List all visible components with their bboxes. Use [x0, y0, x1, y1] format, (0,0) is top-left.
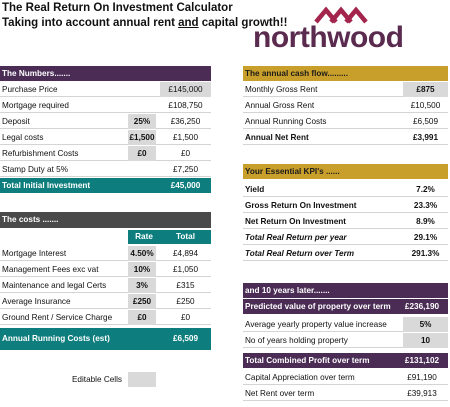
page-subtitle: Taking into account annual rent and capital growth!!	[2, 17, 288, 29]
row-label: Average Insurance	[2, 297, 71, 306]
table-row	[243, 182, 448, 197]
row-label: Gross Return On Investment	[245, 201, 357, 210]
row-label: Yield	[245, 185, 265, 194]
costs-header-row	[0, 230, 211, 244]
ten-year-heading: and 10 years later.......	[243, 283, 448, 298]
table-row	[0, 262, 211, 277]
row-label: Net Rent over term	[245, 389, 315, 398]
refurb-costs-input[interactable]: £0	[128, 146, 156, 161]
table-row	[243, 317, 448, 332]
total-row	[0, 328, 211, 350]
ground-rent-input[interactable]: £0	[128, 310, 156, 325]
row-label: Annual Net Rent	[245, 133, 309, 142]
row-value: £10,500	[410, 101, 441, 110]
table-row	[0, 114, 211, 129]
table-row	[243, 370, 448, 385]
predicted-label: Predicted value of property over term	[243, 299, 448, 314]
profit-value: £131,102	[396, 353, 448, 368]
predicted-value: £236,190	[396, 299, 448, 314]
cashflow-heading: The annual cash flow.........	[243, 66, 448, 81]
total-label: Annual Running Costs (est)	[0, 328, 211, 350]
monthly-rent-input[interactable]: £875	[403, 82, 448, 97]
row-label: Annual Gross Rent	[245, 101, 315, 110]
table-row	[0, 130, 211, 145]
table-row	[243, 98, 448, 113]
row-label: Annual Running Costs	[245, 117, 327, 126]
row-label: Legal costs	[2, 133, 44, 142]
row-label: Net Return On Investment	[245, 217, 346, 226]
kpi-heading: Your Essential KPI's ......	[243, 164, 448, 179]
table-row	[243, 82, 448, 97]
years-holding-input[interactable]: 10	[403, 333, 448, 348]
row-value: £108,750	[168, 101, 203, 110]
row-value: £36,250	[170, 117, 201, 126]
row-value: £91,190	[407, 373, 437, 382]
table-row	[243, 333, 448, 348]
insurance-input[interactable]: £250	[128, 294, 156, 309]
row-value: £3,991	[412, 133, 439, 142]
editable-legend-swatch	[128, 372, 156, 387]
row-label: Mortgage required	[2, 101, 69, 110]
row-value: £0	[180, 149, 191, 158]
row-input	[128, 98, 156, 113]
row-label: Ground Rent / Service Charge	[2, 313, 113, 322]
table-row	[0, 310, 211, 325]
row-label: Average yearly property value increase	[245, 320, 387, 329]
table-row	[243, 130, 448, 145]
table-row	[243, 214, 448, 229]
logo-wordmark: northwood	[253, 21, 404, 54]
row-value: £4,894	[172, 249, 199, 258]
profit-label: Total Combined Profit over term	[243, 353, 448, 368]
row-value: 29.1%	[413, 233, 438, 242]
costs-heading: The costs .......	[0, 212, 211, 228]
total-value: £45,000	[160, 178, 211, 193]
row-input	[128, 82, 156, 97]
table-row	[0, 146, 211, 161]
row-label: Mortgage Interest	[2, 249, 67, 258]
table-row	[0, 98, 211, 113]
total-value: £6,509	[160, 328, 211, 350]
rate-column-header: Rate	[128, 230, 160, 244]
total-label: Total Initial Investment	[0, 178, 211, 193]
row-value: £7,250	[172, 165, 199, 174]
total-column-header: Total	[160, 230, 211, 244]
row-value: £1,050	[172, 265, 199, 274]
row-label: Total Real Return over Term	[245, 249, 355, 258]
table-row	[243, 299, 448, 314]
yearly-increase-input[interactable]: 5%	[403, 317, 448, 332]
interest-rate-input[interactable]: 4.50%	[128, 246, 156, 261]
row-label: Management Fees exc vat	[2, 265, 99, 274]
row-value: £39,913	[407, 389, 437, 398]
numbers-heading: The Numbers.......	[0, 66, 211, 81]
legal-costs-input[interactable]: £1,500	[128, 130, 156, 145]
row-input	[128, 162, 156, 177]
row-label: Total Real Return per year	[245, 233, 347, 242]
table-row	[243, 386, 448, 401]
row-value: 8.9%	[416, 217, 435, 226]
row-value: £6,509	[412, 117, 439, 126]
row-label: No of years holding property	[245, 336, 348, 345]
row-label: Maintenance and legal Certs	[2, 281, 107, 290]
row-value: £0	[180, 313, 191, 322]
row-value: 23.3%	[413, 201, 438, 210]
row-label: Stamp Duty at 5%	[2, 165, 68, 174]
deposit-pct-input[interactable]: 25%	[128, 114, 156, 129]
table-row	[243, 246, 448, 261]
row-label: Deposit	[2, 117, 30, 126]
editable-legend-label: Editable Cells	[71, 375, 123, 384]
editable-legend	[0, 372, 211, 387]
row-value: 291.3%	[411, 249, 440, 258]
row-value: £1,500	[172, 133, 199, 142]
table-row	[0, 82, 211, 97]
table-row	[243, 198, 448, 213]
table-row	[0, 294, 211, 309]
row-value: £250	[176, 297, 195, 306]
row-value: £315	[176, 281, 195, 290]
total-row	[0, 178, 211, 193]
maintenance-rate-input[interactable]: 3%	[128, 278, 156, 293]
row-value: 7.2%	[416, 185, 435, 194]
table-row	[243, 114, 448, 129]
table-row	[243, 230, 448, 245]
table-row	[0, 246, 211, 261]
row-label: Refurbishment Costs	[2, 149, 79, 158]
row-label: Capital Appreciation over term	[245, 373, 355, 382]
northwood-logo	[253, 4, 447, 56]
page-title: The Real Return On Investment Calculator	[2, 2, 233, 14]
table-row	[0, 162, 211, 177]
row-label: Purchase Price	[2, 85, 58, 94]
management-fee-input[interactable]: 10%	[128, 262, 156, 277]
profit-row	[243, 353, 448, 368]
table-row	[0, 278, 211, 293]
purchase-price-input[interactable]: £145,000	[160, 82, 211, 97]
row-label: Monthly Gross Rent	[245, 85, 318, 94]
